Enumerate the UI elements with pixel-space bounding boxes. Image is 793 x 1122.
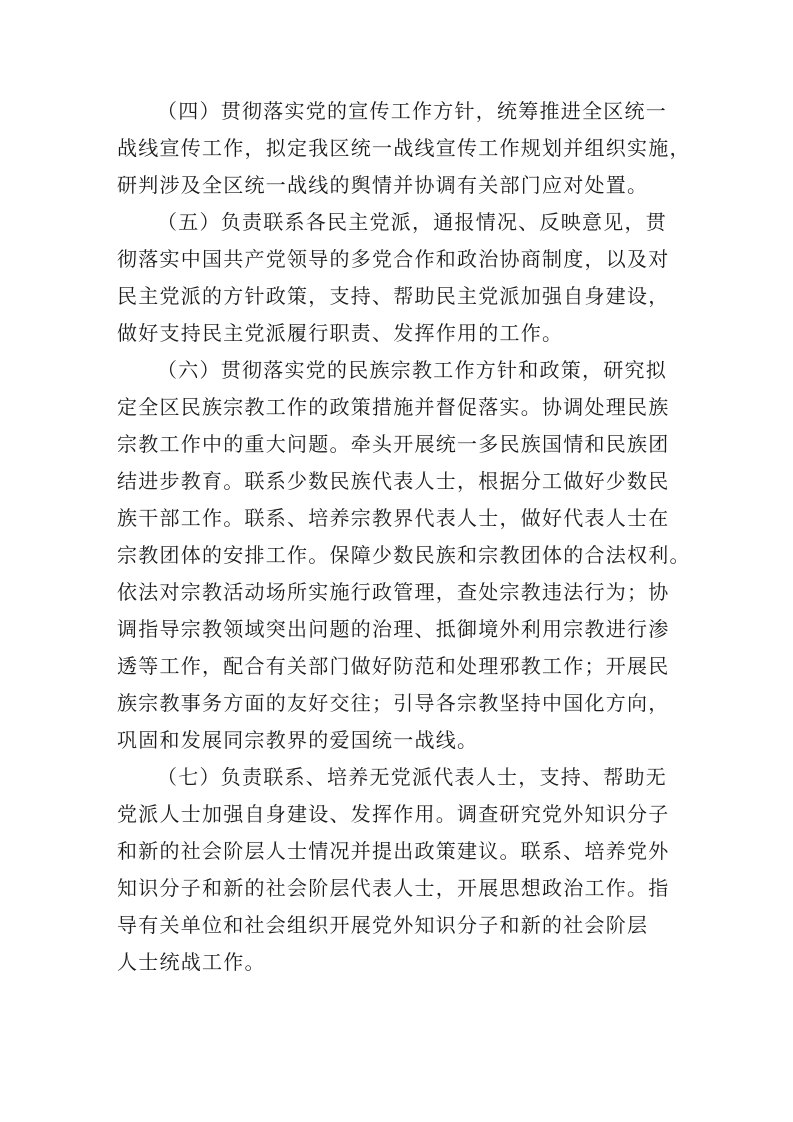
text-line: 知识分子和新的社会阶层代表人士，开展思想政治工作。指: [117, 876, 670, 900]
text-line: （七）负责联系、培养无党派代表人士，支持、帮助无: [157, 765, 667, 789]
text-line: 依法对宗教活动场所实施行政管理，查处宗教违法行为；协: [117, 580, 670, 604]
text-line: 民主党派的方针政策，支持、帮助民主党派加强自身建设，: [117, 284, 670, 308]
text-line: 宗教工作中的重大问题。牵头开展统一多民族国情和民族团: [117, 432, 670, 456]
text-line: 结进步教育。联系少数民族代表人士，根据分工做好少数民: [117, 469, 670, 493]
text-line: 定全区民族宗教工作的政策措施并督促落实。协调处理民族: [117, 395, 670, 419]
text-line: 战线宣传工作，拟定我区统一战线宣传工作规划并组织实施，: [117, 136, 691, 160]
text-line: 族宗教事务方面的友好交往；引导各宗教坚持中国化方向，: [117, 691, 670, 715]
paragraph-5: [117, 204, 677, 352]
text-line: 透等工作，配合有关部门做好防范和处理邪教工作；开展民: [117, 654, 670, 678]
text-line: 彻落实中国共产党领导的多党合作和政治协商制度，以及对: [117, 247, 670, 271]
text-line: 巩固和发展同宗教界的爱国统一战线。: [117, 728, 479, 752]
paragraph-4: [117, 93, 691, 204]
text-line: 导有关单位和社会组织开展党外知识分子和新的社会阶层: [117, 913, 649, 937]
text-line: （四）贯彻落实党的宣传工作方针，统筹推进全区统一: [157, 99, 667, 123]
document-body: [117, 93, 691, 981]
text-line: 研判涉及全区统一战线的舆情并协调有关部门应对处置。: [117, 173, 649, 197]
text-line: （五）负责联系各民主党派，通报情况、反映意见，贯: [157, 210, 667, 234]
text-line: 党派人士加强自身建设、发挥作用。调查研究党外知识分子: [117, 802, 670, 826]
paragraph-6: [117, 352, 691, 759]
text-line: 和新的社会阶层人士情况并提出政策建议。联系、培养党外: [117, 839, 670, 863]
paragraph-7: [117, 759, 677, 981]
text-line: 族干部工作。联系、培养宗教界代表人士，做好代表人士在: [117, 506, 670, 530]
text-line: （六）贯彻落实党的民族宗教工作方针和政策，研究拟: [157, 358, 667, 382]
text-line: 人士统战工作。: [117, 950, 266, 974]
text-line: 宗教团体的安排工作。保障少数民族和宗教团体的合法权利。: [117, 543, 691, 567]
text-line: 调指导宗教领域突出问题的治理、抵御境外利用宗教进行渗: [117, 617, 670, 641]
text-line: 做好支持民主党派履行职责、发挥作用的工作。: [117, 321, 564, 345]
